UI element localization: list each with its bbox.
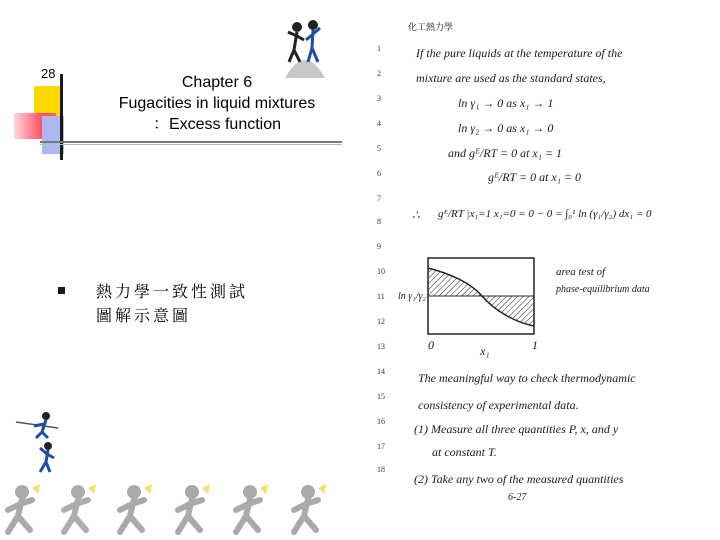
area-test-plot [422, 256, 542, 336]
line-number: 6 [377, 169, 381, 178]
line-number: 11 [377, 292, 385, 301]
bullet-marker [58, 287, 65, 294]
running-figures-icon [0, 480, 345, 538]
title-divider-shadow [40, 144, 342, 145]
line-number: 18 [377, 465, 385, 474]
plot-x-label: x₁ [480, 344, 490, 358]
line-number: 5 [377, 144, 381, 153]
line-number: 7 [377, 194, 381, 203]
notes-line-3: ln γ₁ → 0 as x₁ → 1 [458, 96, 554, 110]
title-line-3: ：Excess function [152, 116, 282, 133]
area-test-label-2: phase-equilibrium data [556, 284, 650, 295]
plot-positive-area [428, 268, 482, 296]
bullet-line-2: 圖解示意圖 [96, 306, 192, 325]
line-number: 4 [377, 119, 381, 128]
bullet-text [96, 280, 248, 328]
line-number: 12 [377, 317, 385, 326]
notes-line-15: consistency of experimental data. [418, 398, 579, 412]
notes-line-6: gᴱ/RT = 0 at x₁ = 0 [488, 170, 582, 184]
decor-yellow-square [34, 86, 60, 116]
notes-header: 化工熱力學 [408, 22, 454, 32]
notes-line-14: The meaningful way to check thermodynamic [418, 371, 636, 385]
title-line-1: Chapter 6 [181, 74, 253, 91]
line-number: 14 [377, 367, 385, 376]
decor-vertical-line [60, 74, 63, 160]
plot-y-label: ln γ₁/γ₂ [398, 291, 426, 302]
notes-line-4: ln γ₂ → 0 as x₁ → 0 [458, 121, 554, 135]
notes-line-1: If the pure liquids at the temperature of the [416, 46, 623, 60]
bullet-line-1: 熱力學一致性測試 [96, 282, 249, 301]
line-number: 2 [377, 69, 381, 78]
line-number: 8 [377, 217, 381, 226]
line-number: 16 [377, 417, 385, 426]
line-number: 9 [377, 242, 381, 251]
plot-negative-area [482, 296, 534, 326]
plot-x-one: 1 [532, 338, 538, 352]
title-divider [40, 141, 342, 143]
line-number: 3 [377, 94, 381, 103]
slide-number: 28 [41, 66, 56, 81]
line-number: 10 [377, 267, 385, 276]
notes-page-number: 6-27 [508, 492, 527, 503]
cartoon-figures-icon [280, 12, 330, 78]
climbing-figures-icon [14, 408, 64, 478]
notes-line-17: at constant T. [432, 445, 497, 459]
plot-x-zero: 0 [428, 338, 434, 352]
notes-line-5: and gᴱ/RT = 0 at x₁ = 1 [448, 146, 563, 160]
slide-title [92, 72, 342, 135]
title-line-2: Fugacities in liquid mixtures [118, 95, 316, 112]
area-test-label-1: area test of [556, 266, 606, 278]
notes-line-7: gᴱ/RT |x₁=1 x₁=0 = 0 − 0 = ∫₀¹ ln (γ₁/γ₂) dx₁ = 0 [438, 208, 652, 220]
line-number: 17 [377, 442, 385, 451]
notes-line-16: (1) Measure all three quantities P, x, and y [414, 422, 619, 436]
line-number: 15 [377, 392, 385, 401]
line-number: 13 [377, 342, 385, 351]
notes-therefore: ∴ [412, 208, 420, 222]
notes-line-18: (2) Take any two of the measured quantities [414, 472, 624, 486]
handwritten-notes [364, 8, 686, 518]
line-number: 1 [377, 44, 381, 53]
notes-line-2: mixture are used as the standard states, [416, 71, 606, 85]
